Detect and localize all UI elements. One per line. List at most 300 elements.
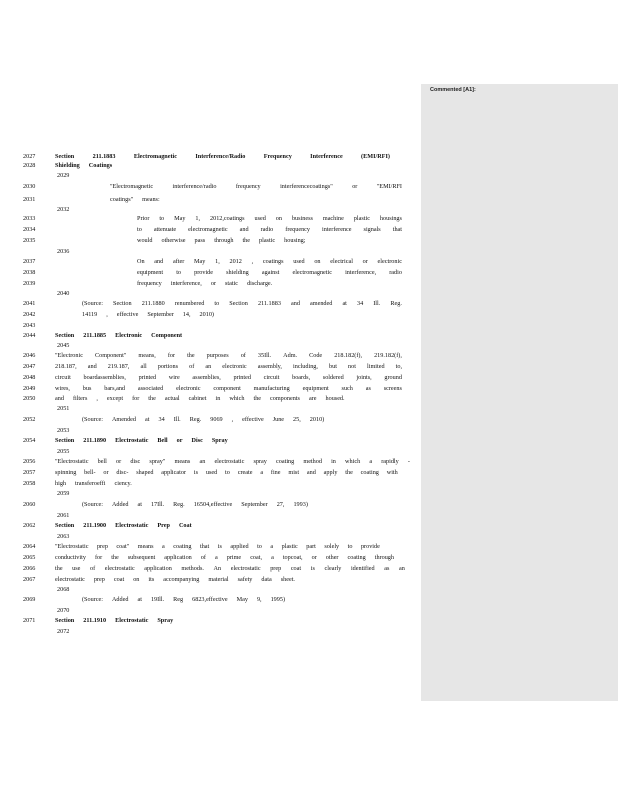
line-number: 2039 [23,280,36,287]
word: at [137,501,142,508]
word: printed [233,374,251,381]
word: means: [142,196,160,203]
word: ground [384,374,402,381]
word: a [271,554,274,561]
text-line [55,469,398,477]
word: "Electrostatic [55,458,89,465]
line-number: 2071 [23,617,36,624]
word: , [231,416,234,423]
word: cabinet [188,395,207,402]
line-number: 2028 [23,162,36,169]
word: equipment [302,385,329,392]
word: after [172,258,185,265]
word: filters [72,395,88,402]
word: (Source: [82,501,103,508]
word: "Electromagnetic [110,183,154,190]
word: Spray [157,617,174,624]
word: at [137,596,142,603]
word: housing; [284,237,306,244]
word: topcoat, [282,554,303,561]
word: other [325,554,339,561]
word: 219.182(f), [374,352,402,359]
word: bus [82,385,92,392]
word: Reg [173,596,184,603]
word: a [369,458,373,465]
word: that [392,226,402,233]
word: Added [111,501,129,508]
word: 2010) [199,311,214,318]
text-line [55,332,191,340]
word: screens [383,385,402,392]
word: for [94,554,103,561]
word: interferencecoatings" [280,183,333,190]
text-line [57,448,78,456]
line-number: 2034 [23,226,36,233]
word: Ill. [373,300,381,307]
word: in [215,395,221,402]
word: the [187,352,195,359]
word: actual [164,395,180,402]
word: Section [55,153,75,160]
text-line [82,311,223,319]
word: coating [173,543,192,550]
word: spray [253,458,267,465]
word: on [275,215,282,222]
word: high [55,480,67,487]
word: Section [55,617,75,624]
word: electrostatic [214,458,245,465]
word: ciency. [114,480,132,487]
word: purposes [206,352,229,359]
word: coat [290,565,302,572]
word: 2032 [57,206,70,213]
word: 211.1885 [83,332,107,339]
word: Interference [310,153,343,160]
word: 211.1880 [141,300,165,307]
word: is [310,565,315,572]
word: 19Ill. [150,596,165,603]
word: 17Ill. [150,501,165,508]
word: Coatings [88,162,113,169]
word: material [208,576,229,583]
text-line [82,501,317,509]
word: assemblies, [192,374,221,381]
word: 211.1883 [92,153,116,160]
word: means [174,458,191,465]
line-number: 2048 [23,374,36,381]
word: May [174,215,186,222]
word: amended [310,300,333,307]
word: including, [293,363,318,370]
word: Shielding [55,162,80,169]
word: that [199,543,210,550]
word: 211.1900 [83,522,107,529]
line-number: 2062 [23,522,36,529]
word: identified [350,565,375,572]
word: Section [113,300,132,307]
text-line [55,437,237,445]
word: business [291,215,313,222]
word: wires, [55,385,70,392]
line-number: 2037 [23,258,36,265]
word: electromagnetic [188,226,228,233]
word: 14, [182,311,191,318]
word: to [225,469,230,476]
word: 25, [293,416,301,423]
text-line [55,543,380,551]
text-line [55,565,405,573]
word: otherwise [161,237,186,244]
line-number: 2069 [23,596,36,603]
word: such [341,385,353,392]
word: assembly, [257,363,282,370]
word: or [311,554,317,561]
word: sheet. [280,576,295,583]
word: frequency [235,183,261,190]
text-line [55,374,402,382]
word: Section [55,522,75,529]
word: electronic [222,363,247,370]
line-number: 2033 [23,215,36,222]
word: the [148,395,156,402]
word: manufacturing [253,385,290,392]
line-number: 2041 [23,300,36,307]
text-line [137,237,314,245]
word: boardassemblies, [83,374,126,381]
word: prep [93,576,105,583]
word: Ill. [173,416,181,423]
word: disc- [116,469,129,476]
word: the [242,237,250,244]
word: solely [324,543,340,550]
word: coatings" [110,196,134,203]
word: on [314,258,321,265]
line-number: 2035 [23,237,36,244]
word: (Source: [82,300,103,307]
word: coating [360,469,379,476]
word: method [303,458,322,465]
word: Code [309,352,323,359]
word: June [272,416,285,423]
word: an [205,363,212,370]
word: Electrostatic [115,522,149,529]
text-line [55,458,410,466]
word: electrostatic [230,565,261,572]
line-number: 2065 [23,554,36,561]
word: 219.187, [107,363,130,370]
text-line [55,162,121,170]
word: part [306,543,316,550]
word: in [331,458,336,465]
line-number: 2031 [23,196,36,203]
word: on [133,576,140,583]
word: May [194,258,206,265]
word: 35Ill. [257,352,272,359]
word: (Source: [82,416,103,423]
word: create [237,469,253,476]
word: Section [55,332,75,339]
word: or [103,469,109,476]
word: pass [194,237,206,244]
word: and [87,363,97,370]
word: printed [138,374,157,381]
word: Prep [157,522,170,529]
line-number: 2066 [23,565,36,572]
word: and [291,300,300,307]
word: to, [395,363,402,370]
word: Component [151,332,183,339]
word: or [116,458,122,465]
text-line [57,586,78,594]
word: a [162,543,165,550]
word: Electrostatic [115,437,149,444]
word: bell [97,458,107,465]
word: data [261,576,272,583]
word: bell- [84,469,96,476]
word: Frequency [263,153,292,160]
comment-pane [421,84,618,701]
line-number: 2047 [23,363,36,370]
word: wire [168,374,180,381]
word: to [176,269,182,276]
text-line [57,290,78,298]
word: 9, [256,596,262,603]
word: which [229,395,245,402]
comment-title[interactable]: Commented [A1]: [430,87,476,93]
word: rapidly [381,458,399,465]
word: effective [242,416,264,423]
word: 2012 [229,258,242,265]
word: used [254,215,266,222]
word: applicator [161,469,187,476]
word: as [384,565,390,572]
word: 211.1910 [83,617,107,624]
word: prep [270,565,282,572]
line-number: 2058 [23,480,36,487]
word: would [137,237,153,244]
word: are [308,395,317,402]
text-line [55,554,394,562]
word: 218.182(f), [334,352,363,359]
word: 2029 [57,172,70,179]
line-number: 2060 [23,501,36,508]
word: accompanying [163,576,200,583]
word: to [347,543,353,550]
word: bars,and [104,385,126,392]
text-line [82,300,402,308]
word: subsequent [127,554,156,561]
word: the [345,469,353,476]
word: Reg. [390,300,402,307]
word: coat [113,576,125,583]
word: which [345,458,361,465]
word: 211.1890 [83,437,107,444]
word: "Electronic [55,352,83,359]
word: conductivity [55,554,86,561]
word: discharge. [247,280,273,287]
word: the [253,395,262,402]
word: Disc [191,437,203,444]
word: electrical [330,258,353,265]
text-line [55,352,402,360]
text-line [55,576,304,584]
word: used [205,469,218,476]
word: attenuate [153,226,177,233]
word: - [407,458,410,465]
line-number: 2038 [23,269,36,276]
word: mist [288,469,300,476]
text-line [57,405,78,413]
word: coat" [116,543,130,550]
word: provide [360,543,380,550]
text-line [55,522,201,530]
word: 16504,effective [193,501,233,508]
word: soldered [322,374,344,381]
word: is [193,469,198,476]
word: radio [389,269,402,276]
word: electronic [377,258,402,265]
word: , [251,258,254,265]
word: Bell [157,437,168,444]
word: the [111,554,119,561]
word: Component" [94,352,127,359]
word: interference [322,226,352,233]
word: or [352,183,358,190]
word: signals [363,226,381,233]
line-number: 2042 [23,311,36,318]
word: 1, [195,215,201,222]
word: methods. [181,565,204,572]
text-line [55,385,402,393]
word: An [213,565,222,572]
word: boards, [292,374,311,381]
text-line [57,206,78,214]
word: applied [230,543,249,550]
word: coating [276,458,295,465]
text-line [57,342,78,350]
word: circuit [55,374,71,381]
word: an [199,458,206,465]
word: equipment [137,269,164,276]
word: coating [347,554,366,561]
word: Electrostatic [115,617,149,624]
word: and [306,469,316,476]
text-line [57,607,78,615]
word: Electronic [115,332,143,339]
word: component [213,385,241,392]
word: radio [260,226,274,233]
text-line [55,617,182,625]
line-number: 2044 [23,332,36,339]
word: at [145,416,150,423]
word: 2072 [57,628,70,635]
word: safety [237,576,253,583]
line-number: 2057 [23,469,36,476]
word: coatings [262,258,284,265]
text-line [55,153,390,161]
text-line [55,480,141,488]
text-line [137,280,281,288]
word: fine [270,469,281,476]
word: limited [367,363,385,370]
word: spinning [55,469,77,476]
word: Electromagnetic [133,153,177,160]
word: 2061 [57,512,70,519]
word: On [137,258,145,265]
word: is [217,543,222,550]
text-line [110,196,169,204]
word: 2059 [57,490,70,497]
word: Amended [111,416,137,423]
word: or [210,280,216,287]
line-number: 2046 [23,352,36,359]
word: or [176,437,183,444]
line-number: 2050 [23,395,36,402]
word: for [132,395,140,402]
text-line [82,416,333,424]
word: Interference/Radio [195,153,246,160]
word: joints, [356,374,372,381]
word: 211.1883 [257,300,281,307]
word: Section [229,300,248,307]
line-number: 2056 [23,458,36,465]
word: transferoeffi [75,480,106,487]
word: and [154,258,164,265]
word: Reg. [173,501,185,508]
word: prep [96,543,108,550]
word: 1993) [293,501,308,508]
word: shielding [226,269,249,276]
word: 34 [356,300,364,307]
line-number: 2054 [23,437,36,444]
word: effective [116,311,139,318]
word: 2053 [57,427,70,434]
word: and [239,226,249,233]
word: 2010) [309,416,325,423]
word: provide [194,269,214,276]
word: apply [323,469,338,476]
word: an [399,565,405,572]
text-line [55,395,354,403]
line-number: 2027 [23,153,36,160]
word: "EMI/RFI [376,183,402,190]
word: used [293,258,305,265]
word: application [144,565,172,572]
text-line [57,628,78,636]
word: to [137,226,142,233]
word: 6823,effective [192,596,228,603]
word: and [55,395,64,402]
word: through [374,554,394,561]
word: but [329,363,337,370]
word: 2040 [57,290,70,297]
word: at [342,300,347,307]
word: of [240,352,246,359]
word: spray" [149,458,166,465]
word: 1, [215,258,220,265]
word: 2051 [57,405,70,412]
word: a [270,543,274,550]
word: 2036 [57,248,70,255]
word: interference, [345,269,377,276]
word: Added [111,596,129,603]
word: 2070 [57,607,70,614]
word: plastic [353,215,370,222]
line-number: 2064 [23,543,36,550]
word: static [225,280,239,287]
word: coat, [250,554,263,561]
word: to [214,300,220,307]
